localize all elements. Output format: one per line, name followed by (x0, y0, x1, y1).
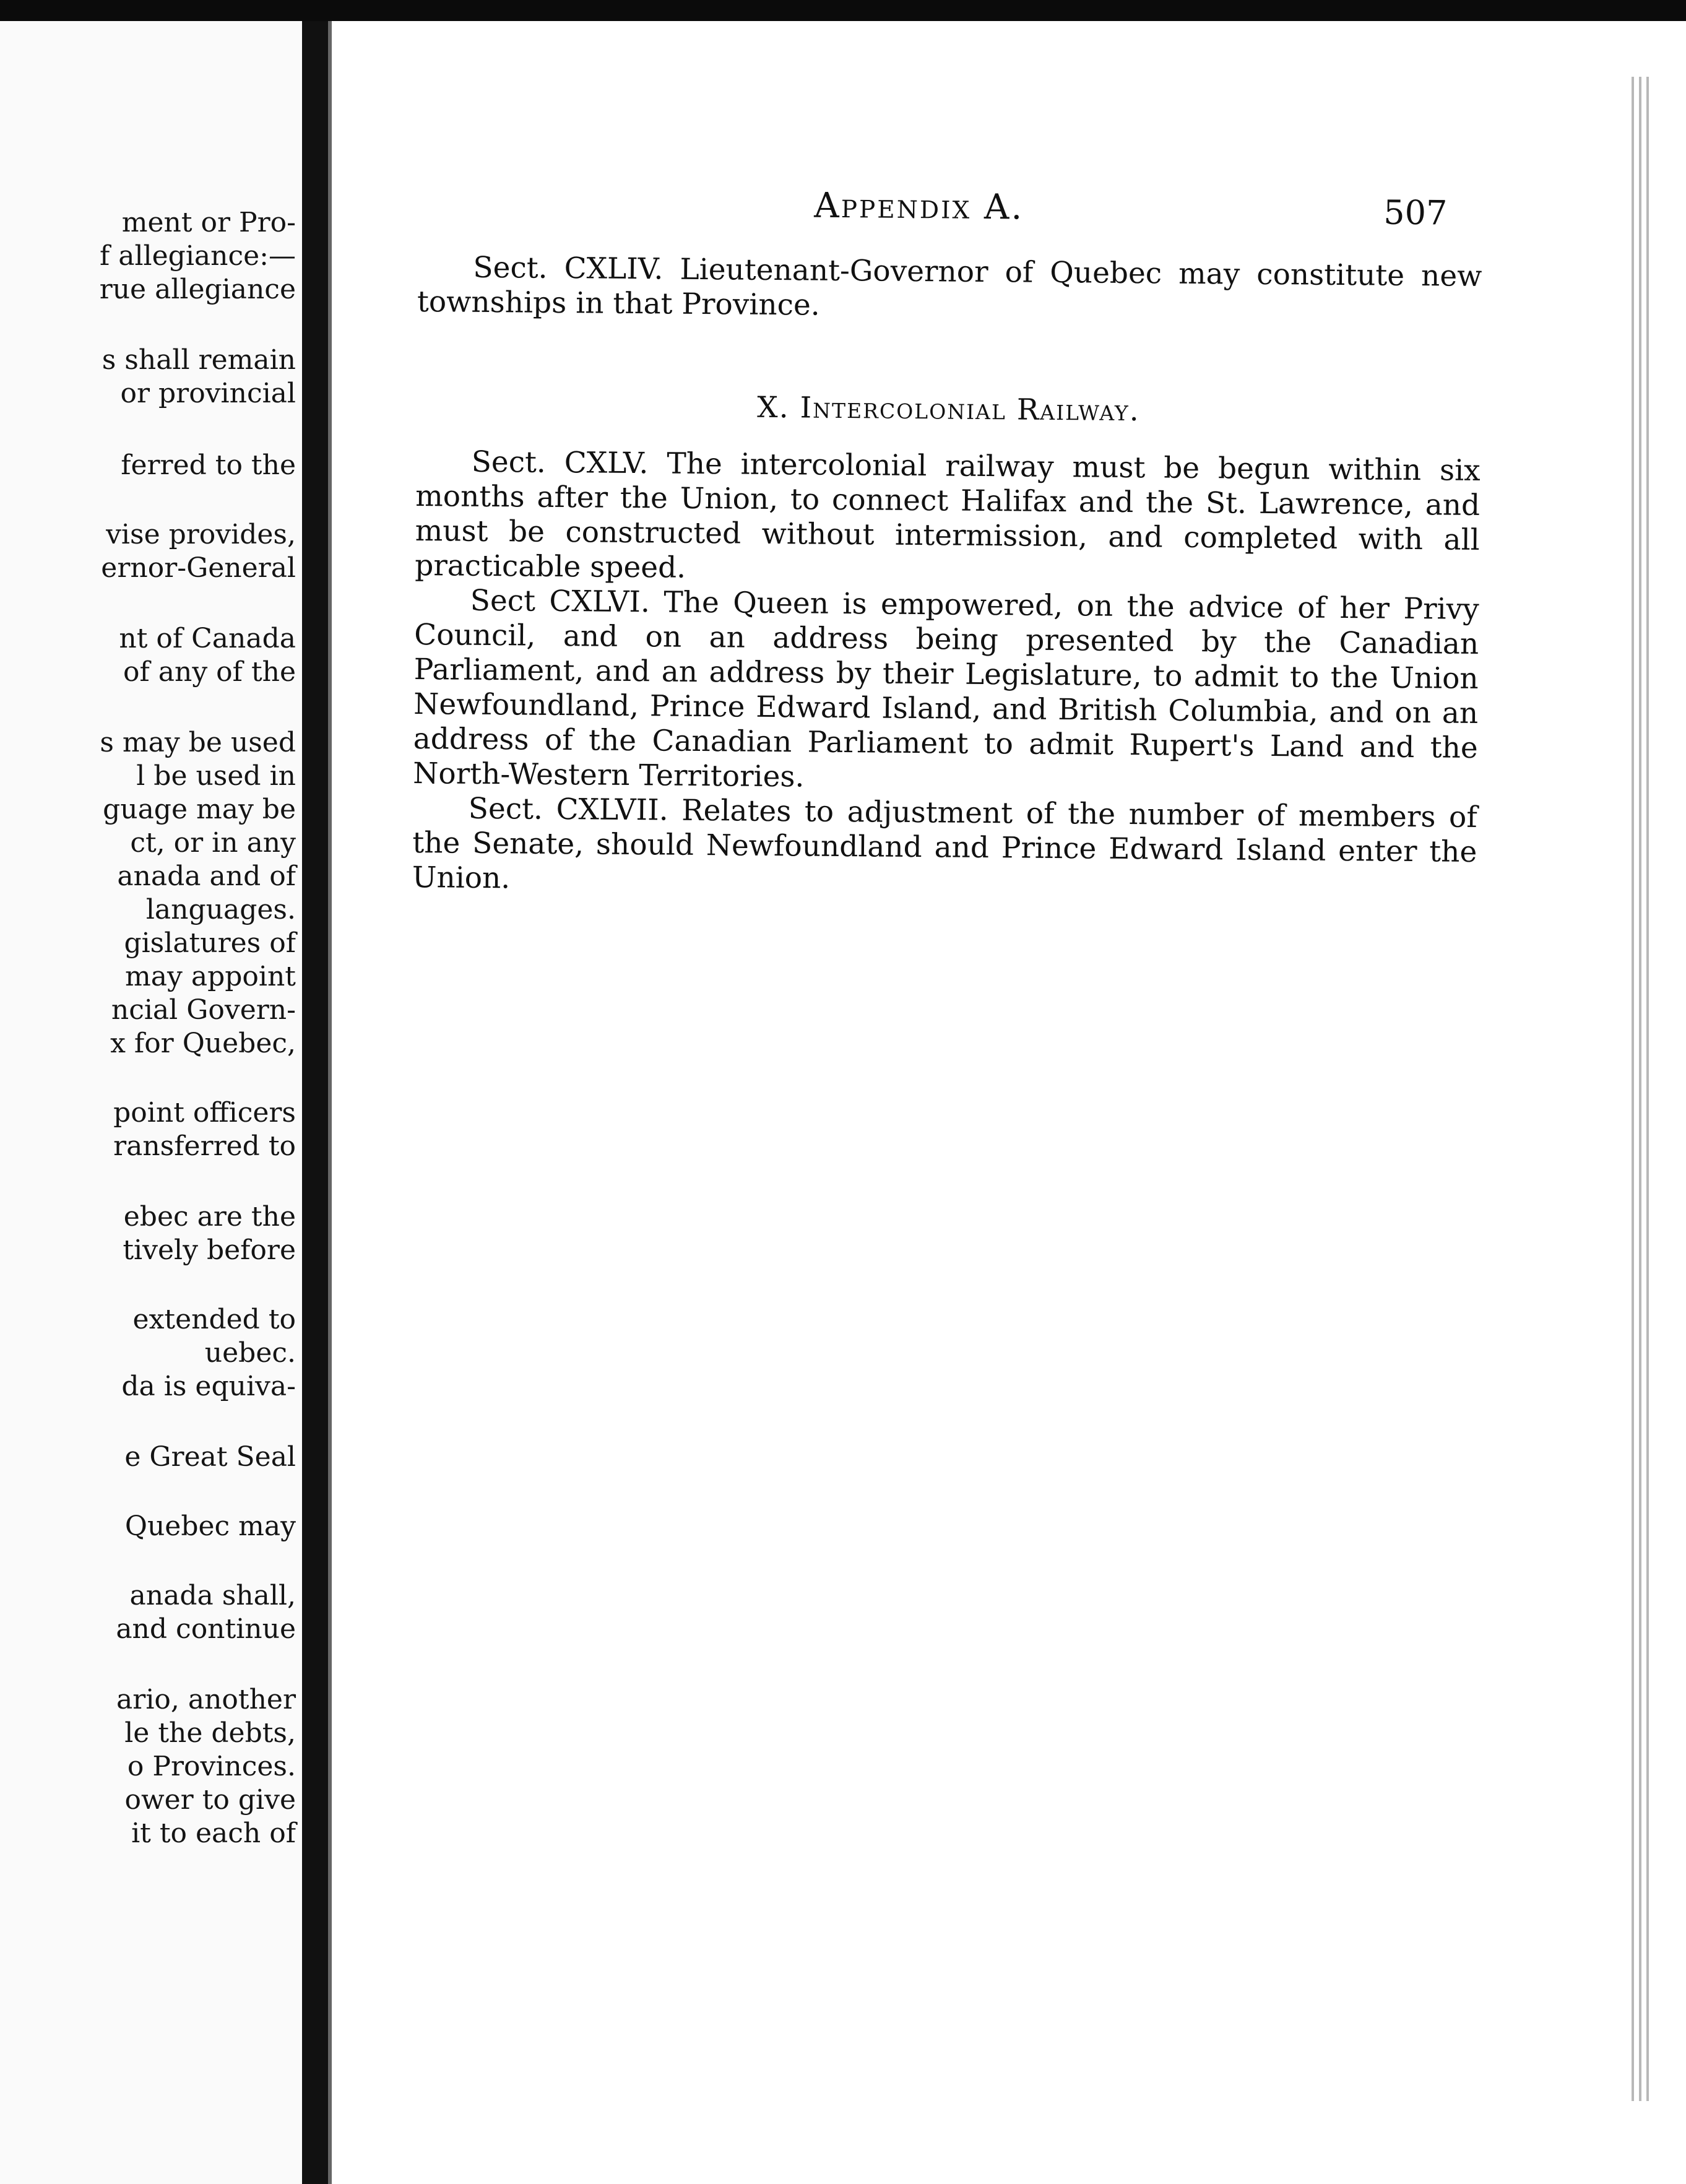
left-page-line: x for Quebec, (110, 1028, 296, 1059)
page-edge-line (1646, 77, 1649, 2101)
page-edge-line (1632, 77, 1634, 2101)
paragraph-sect-cxlvi (413, 583, 1479, 800)
left-page-line: ncial Govern- (111, 994, 296, 1026)
left-page-line: l be used in (136, 760, 296, 792)
left-page-line: rue allegiance (99, 274, 296, 305)
left-page-line: le the debts, (124, 1717, 296, 1749)
left-page-line: Quebec may (124, 1510, 296, 1542)
left-page-line: gislatures of (124, 927, 296, 959)
right-page (332, 21, 1661, 2184)
left-page-line: s may be used (100, 727, 296, 758)
left-page-line: may appoint (125, 961, 296, 992)
left-page-line: ario, another (116, 1684, 296, 1715)
section-label: Sect. CXLIV. (473, 250, 664, 287)
section-label: Sect. CXLV. (471, 444, 649, 481)
scan-top-border (0, 0, 1686, 21)
book-gutter (302, 21, 328, 2184)
section-heading: X. Intercolonial Railway. (757, 390, 1140, 428)
left-page-line: of any of the (123, 656, 296, 688)
section-label: Sect. CXLVII. (468, 791, 668, 828)
page-content (412, 157, 1483, 896)
left-page-line: anada shall, (129, 1580, 296, 1611)
paragraph-sect-cxliv (417, 250, 1482, 329)
paragraph-text: Lieutenant-Governor of Quebec may constitute new townships in that Province. (417, 252, 1482, 323)
paragraph-sect-cxlvii (412, 791, 1477, 904)
paragraph-text: Relates to adjustment of the number of members of the Senate, should Newfoundland and Prince Edward Island enter the Union. (412, 793, 1477, 896)
left-page-line: languages. (145, 894, 296, 925)
left-page-line: ebec are the (123, 1201, 296, 1233)
left-page-line: ct, or in any (130, 827, 296, 859)
left-page-line: ower to give (124, 1784, 296, 1816)
left-page-line: point officers (113, 1097, 296, 1129)
left-page-fragment (0, 21, 302, 2184)
left-page-line: uebec. (204, 1337, 296, 1369)
left-page-line: e Great Seal (124, 1441, 296, 1473)
left-page-line: and continue (116, 1613, 296, 1645)
left-page-line: ernor-General (101, 552, 296, 584)
left-page-line: ransferred to (113, 1130, 296, 1162)
left-page-line: da is equiva- (121, 1371, 296, 1402)
left-page-line: o Provinces. (127, 1751, 296, 1782)
page-edge-line (1639, 77, 1641, 2101)
paragraph-text: The intercolonial railway must be begun within six months after the Union, to connect Halifax and the St. Lawrence, and must be constructed without intermission, and completed with all practicable speed. (415, 446, 1481, 585)
left-page-line: nt of Canada (119, 623, 296, 654)
left-page-line: or provincial (120, 378, 296, 409)
paragraph-sect-cxlv (415, 444, 1481, 592)
body-text (412, 250, 1482, 904)
left-page-line: s shall remain (102, 344, 296, 376)
left-page-line: guage may be (103, 794, 296, 825)
left-page-line: tively before (123, 1234, 296, 1266)
left-page-line: extended to (132, 1304, 296, 1335)
paragraph-text: The Queen is empowered, on the advice of her Privy Council, and on an address being presented by the Canadian Parliament, and an address by their Legislature, to admit to the Union Newfoundland, Prince Edward Island, and British Columbia, and on an address of the Canadian Parliament to admit Rupert's Land and the North-Western Territories. (413, 585, 1479, 794)
page-number: 507 (1383, 193, 1448, 233)
left-page-line: anada and of (117, 860, 296, 892)
left-page-line: ferred to the (121, 449, 296, 481)
left-page-line: f allegiance:— (99, 240, 296, 272)
left-page-line: vise provides, (106, 519, 296, 550)
section-label: Sect CXLVI. (470, 583, 651, 620)
running-head: Appendix A. (814, 185, 1024, 228)
left-page-line: it to each of (131, 1818, 296, 1849)
left-page-line: ment or Pro- (121, 207, 296, 238)
